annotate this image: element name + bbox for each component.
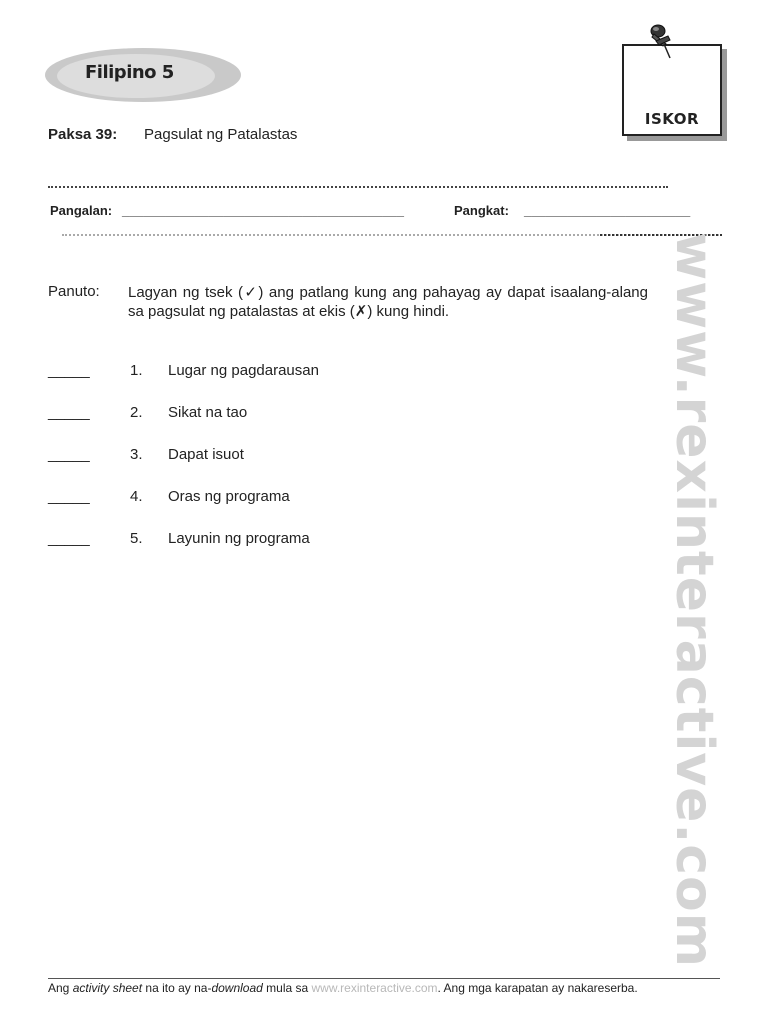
answer-blank[interactable]: _____ (48, 404, 90, 421)
divider-top (48, 186, 668, 188)
subject-title: Filipino 5 (85, 62, 174, 83)
name-label: Pangalan: (50, 203, 113, 218)
item-number: 5. (130, 530, 143, 547)
name-field[interactable]: _______________________________________ (122, 203, 404, 218)
footer-text (48, 981, 638, 995)
group-field[interactable]: _______________________ (524, 203, 691, 218)
answer-blank[interactable]: _____ (48, 362, 90, 379)
list-item (48, 404, 628, 426)
answer-blank[interactable]: _____ (48, 530, 90, 547)
footer-divider (48, 978, 720, 979)
score-label: ISKOR (644, 110, 700, 128)
item-number: 1. (130, 362, 143, 379)
footer-part: mula sa (262, 981, 312, 995)
item-text: Dapat isuot (168, 446, 244, 463)
pushpin-icon (644, 22, 680, 62)
answer-blank[interactable]: _____ (48, 446, 90, 463)
topic-title: Pagsulat ng Patalastas (144, 126, 298, 143)
subject-badge (45, 48, 241, 102)
item-number: 2. (130, 404, 143, 421)
list-item (48, 530, 628, 552)
answer-blank[interactable]: _____ (48, 488, 90, 505)
item-text: Sikat na tao (168, 404, 248, 421)
footer-emphasis: download (211, 981, 263, 995)
footer-part: na ito ay na- (142, 981, 212, 995)
item-text: Oras ng programa (168, 488, 290, 505)
list-item (48, 446, 628, 468)
topic-label: Paksa 39: (48, 126, 118, 143)
instructions-label: Panuto: (48, 283, 100, 300)
list-item (48, 362, 628, 384)
watermark-text: www.rexinteractive.com (664, 232, 724, 968)
list-item (48, 488, 628, 510)
footer-link[interactable]: www.rexinteractive.com (311, 981, 438, 995)
item-number: 3. (130, 446, 143, 463)
item-text: Layunin ng programa (168, 530, 310, 547)
footer-part: Ang (48, 981, 73, 995)
footer-part: . Ang mga karapatan ay nakareserba. (437, 981, 638, 995)
item-text: Lugar ng pagdarausan (168, 362, 319, 379)
group-label: Pangkat: (454, 203, 509, 218)
item-number: 4. (130, 488, 143, 505)
footer-emphasis: activity sheet (72, 981, 143, 995)
instructions-text: Lagyan ng tsek (✓) ang patlang kung ang pahayag ay dapat isaalang-alang sa pagsulat ng patalastas at ekis (✗) kung hindi. (128, 284, 648, 320)
